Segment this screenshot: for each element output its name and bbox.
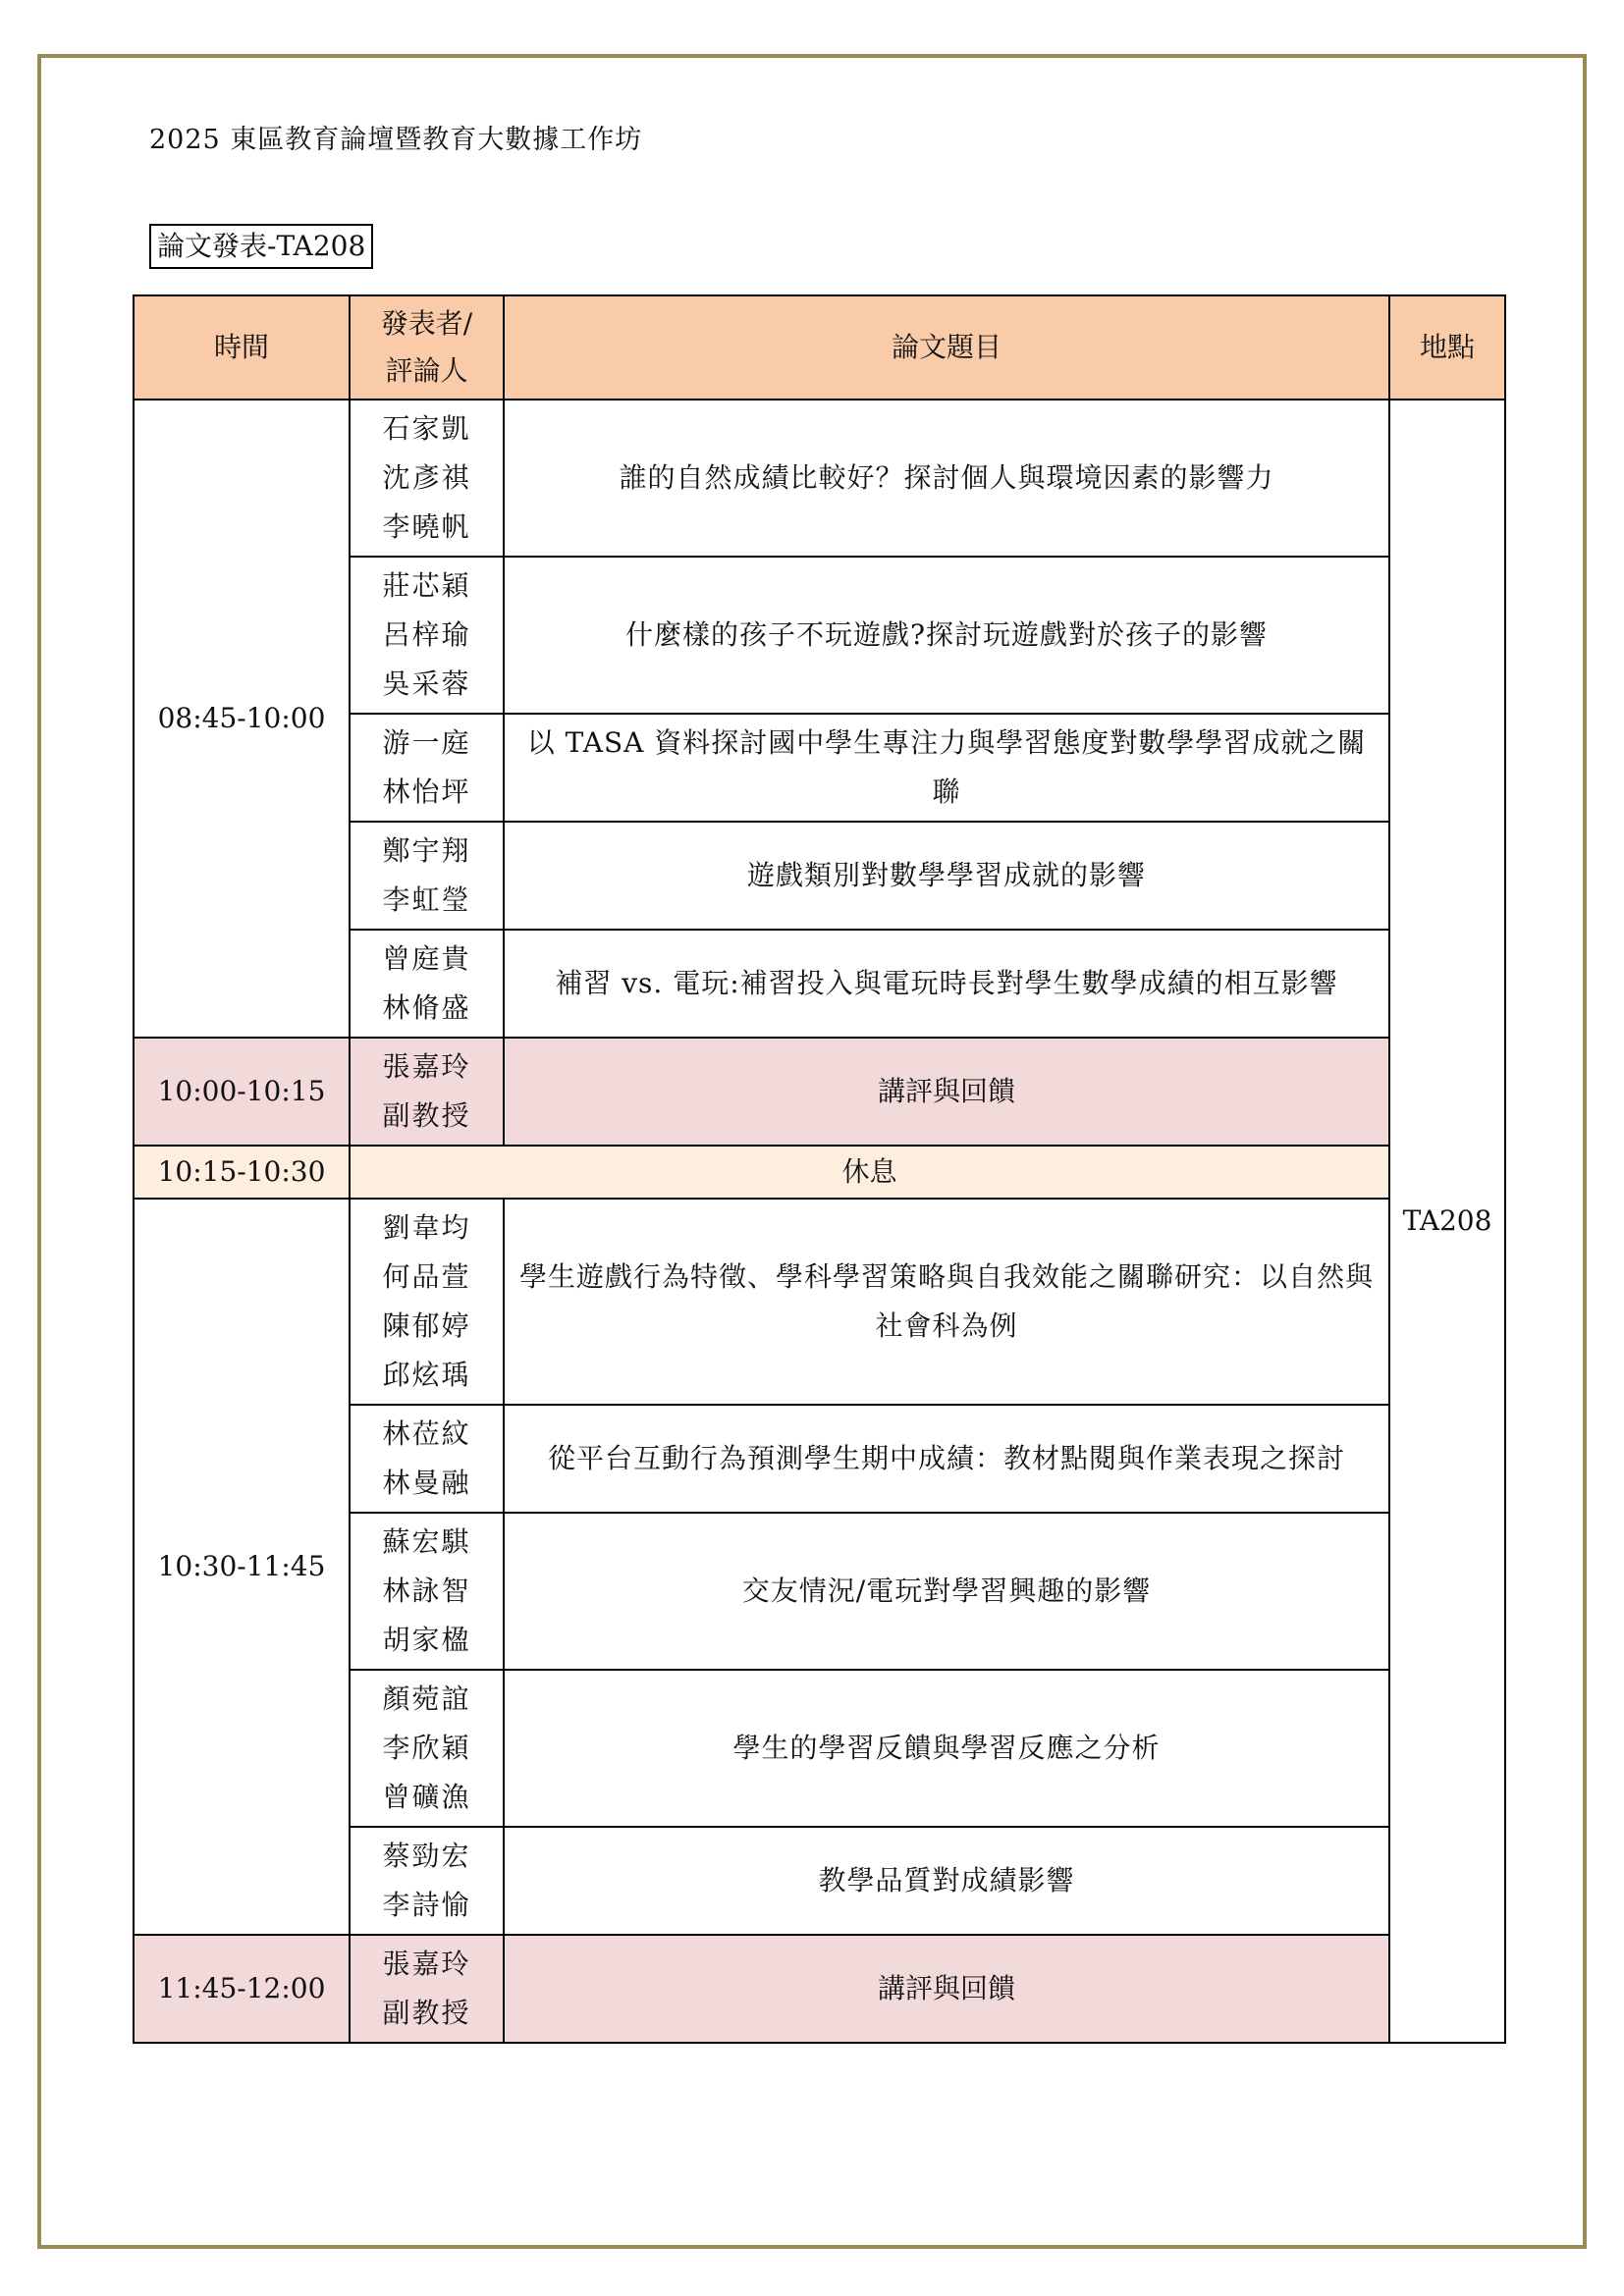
header-presenter-line1: 發表者/ (380, 307, 473, 340)
presenter-name: 何品萱 (382, 1260, 471, 1293)
reviewer-title: 副教授 (382, 1997, 471, 2029)
header-room: 地點 (1389, 295, 1505, 400)
presenter-cell (350, 557, 504, 714)
paper-title: 教學品質對成績影響 (504, 1827, 1389, 1935)
table-row (134, 1199, 1505, 1405)
presenter-name: 蔡勁宏 (382, 1840, 471, 1872)
presenter-cell (350, 1670, 504, 1827)
paper-title: 誰的自然成績比較好？探討個人與環境因素的影響力 (504, 400, 1389, 557)
table-row (134, 400, 1505, 557)
presenter-name: 李曉帆 (382, 510, 471, 543)
break-label: 休息 (350, 1146, 1389, 1199)
paper-title: 交友情況/電玩對學習興趣的影響 (504, 1513, 1389, 1670)
session1-time: 08:45-10:00 (134, 400, 350, 1038)
presenter-name: 林莅紋 (382, 1417, 471, 1450)
review1-label: 講評與回饋 (504, 1038, 1389, 1146)
reviewer-name: 張嘉玲 (382, 1050, 471, 1083)
presenter-cell (350, 1827, 504, 1935)
presenter-name: 莊芯穎 (382, 569, 471, 602)
review1-time: 10:00-10:15 (134, 1038, 350, 1146)
review-row (134, 1935, 1505, 2043)
break-time: 10:15-10:30 (134, 1146, 350, 1199)
header-row (134, 295, 1505, 400)
presenter-name: 陳郁婷 (382, 1309, 471, 1342)
header-presenter-line2: 評論人 (385, 354, 468, 387)
presenter-name: 呂梓瑜 (382, 618, 471, 651)
paper-title: 補習 vs. 電玩:補習投入與電玩時長對學生數學成績的相互影響 (504, 930, 1389, 1038)
header-title: 論文題目 (504, 295, 1389, 400)
review2-time: 11:45-12:00 (134, 1935, 350, 2043)
presenter-name: 蘇宏騏 (382, 1525, 471, 1558)
paper-title: 從平台互動行為預測學生期中成績：教材點閱與作業表現之探討 (504, 1405, 1389, 1513)
header-time: 時間 (134, 295, 350, 400)
presenter-name: 李欣穎 (382, 1732, 471, 1764)
section-label: 論文發表-TA208 (149, 224, 373, 269)
presenter-name: 曾礦漁 (382, 1781, 471, 1813)
presenter-cell (350, 1513, 504, 1670)
presenter-name: 林詠智 (382, 1575, 471, 1607)
presenter-cell (350, 714, 504, 822)
presenter-name: 李虹瑩 (382, 883, 471, 916)
review2-label: 講評與回饋 (504, 1935, 1389, 2043)
reviewer-cell (350, 1935, 504, 2043)
presenter-name: 顏菀誼 (382, 1682, 471, 1715)
room-cell: TA208 (1389, 400, 1505, 2043)
paper-title: 什麼樣的孩子不玩遊戲?探討玩遊戲對於孩子的影響 (504, 557, 1389, 714)
presenter-name: 林脩盛 (382, 991, 471, 1024)
presenter-cell (350, 1405, 504, 1513)
break-row (134, 1146, 1505, 1199)
paper-title: 遊戲類別對數學學習成就的影響 (504, 822, 1389, 930)
presenter-cell (350, 822, 504, 930)
review-row (134, 1038, 1505, 1146)
presenter-name: 鄭宇翔 (382, 834, 471, 867)
presenter-cell (350, 400, 504, 557)
document-header: 2025 東區教育論壇暨教育大數據工作坊 (149, 125, 643, 155)
presenter-name: 邱炫瑀 (382, 1359, 471, 1391)
presenter-name: 胡家楹 (382, 1624, 471, 1656)
presenter-name: 游一庭 (382, 726, 471, 759)
presenter-name: 李詩愉 (382, 1889, 471, 1921)
reviewer-cell (350, 1038, 504, 1146)
paper-title: 學生遊戲行為特徵、學科學習策略與自我效能之關聯研究：以自然與社會科為例 (504, 1199, 1389, 1405)
schedule-table (133, 294, 1506, 2044)
paper-title: 學生的學習反饋與學習反應之分析 (504, 1670, 1389, 1827)
paper-title: 以 TASA 資料探討國中學生專注力與學習態度對數學學習成就之關聯 (504, 714, 1389, 822)
session2-time: 10:30-11:45 (134, 1199, 350, 1935)
header-presenter (350, 295, 504, 400)
presenter-name: 沈彥祺 (382, 461, 471, 494)
reviewer-title: 副教授 (382, 1099, 471, 1132)
presenter-name: 劉韋均 (382, 1211, 471, 1244)
presenter-name: 曾庭貴 (382, 942, 471, 975)
presenter-name: 林怡坪 (382, 775, 471, 808)
presenter-name: 石家凱 (382, 412, 471, 445)
reviewer-name: 張嘉玲 (382, 1948, 471, 1980)
presenter-name: 林曼融 (382, 1467, 471, 1499)
presenter-cell (350, 1199, 504, 1405)
presenter-cell (350, 930, 504, 1038)
presenter-name: 吳采蓉 (382, 667, 471, 700)
